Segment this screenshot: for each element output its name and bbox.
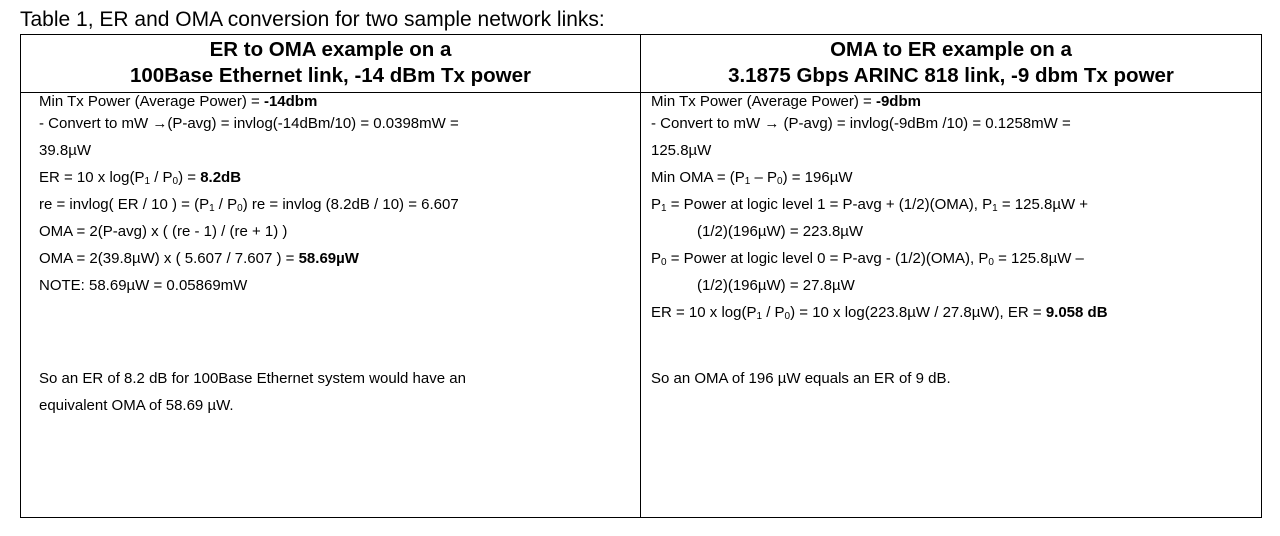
right-min-oma: Min OMA = $(P_1 - P_0) = 196\mu W$	[651, 169, 853, 187]
left-column-body	[39, 93, 634, 419]
left-summary-line-1: So an ER of 8.2 dB for 100Base Ethernet system would have an	[39, 370, 466, 387]
right-p1-result: (1/2)(196µW) = 223.8µW	[697, 223, 864, 240]
conversion-table	[20, 34, 1262, 518]
right-min-tx-power: Min Tx Power (Average Power) = -9dbm	[651, 93, 921, 110]
right-convert-result: 125.8µW	[651, 142, 712, 159]
right-header-line-2: 3.1875 Gbps ARINC 818 link, -9 dbm Tx power	[728, 64, 1174, 87]
right-column-body	[651, 93, 1256, 392]
table-caption: Table 1, ER and OMA conversion for two sample network links:	[20, 8, 605, 31]
left-header-line-2: 100Base Ethernet link, -14 dBm Tx power	[129, 64, 532, 87]
right-p0-result: (1/2)(196µW) = 27.8µW	[697, 277, 855, 294]
right-header-line-1: OMA to ER example on a	[830, 38, 1072, 61]
left-oma-result: OMA = 2(39.8µW) x ( 5.607 / 7.607 ) = 58.69µW	[39, 250, 359, 267]
right-convert-line: - Convert to mW → (P-avg) = invlog(-9dBm /10) = 0.1258mW =	[651, 115, 1071, 132]
left-oma-formula: OMA = 2(P-avg) x ( (re - 1) / (re + 1) )	[39, 223, 288, 240]
right-summary-line-1: So an OMA of 196 µW equals an ER of 9 dB.	[651, 370, 951, 387]
left-min-tx-power: Min Tx Power (Average Power) = -14dbm	[39, 93, 318, 110]
left-convert-line: - Convert to mW →(P-avg) = invlog(-14dBm/10) = 0.0398mW =	[39, 115, 459, 132]
right-p1-formula: $P_1$ = Power at logic level 1 = P-avg + (1/2)(OMA), $P_1 = 125.8\mu W$ +	[651, 196, 1089, 214]
left-re-formula: re = invlog( ER / 10 ) = $(P_1 / P_0)$ re = invlog (8.2dB / 10) = 6.607	[39, 196, 459, 214]
right-p0-formula: $P_0$ = Power at logic level 0 = P-avg - (1/2)(OMA), $P_0 = 125.8\mu W$ –	[651, 250, 1084, 268]
left-note: NOTE: 58.69µW = 0.05869mW	[39, 277, 248, 294]
left-summary-line-2: equivalent OMA of 58.69 µW.	[39, 397, 234, 414]
left-header-line-1: ER to OMA example on a	[209, 38, 452, 61]
right-column-header	[641, 37, 1261, 92]
left-column-header	[21, 37, 640, 92]
column-divider	[640, 35, 641, 517]
left-convert-result: 39.8µW	[39, 142, 91, 159]
left-er-formula: ER = 10 x $\log(P_1 / P_0) = 8.2dB$	[39, 169, 242, 187]
right-er-formula: ER = 10 x $\log(P_1 / P_0) = 10$ x log(223.8µW / 27.8µW), ER = 9.058 dB	[651, 304, 1108, 322]
